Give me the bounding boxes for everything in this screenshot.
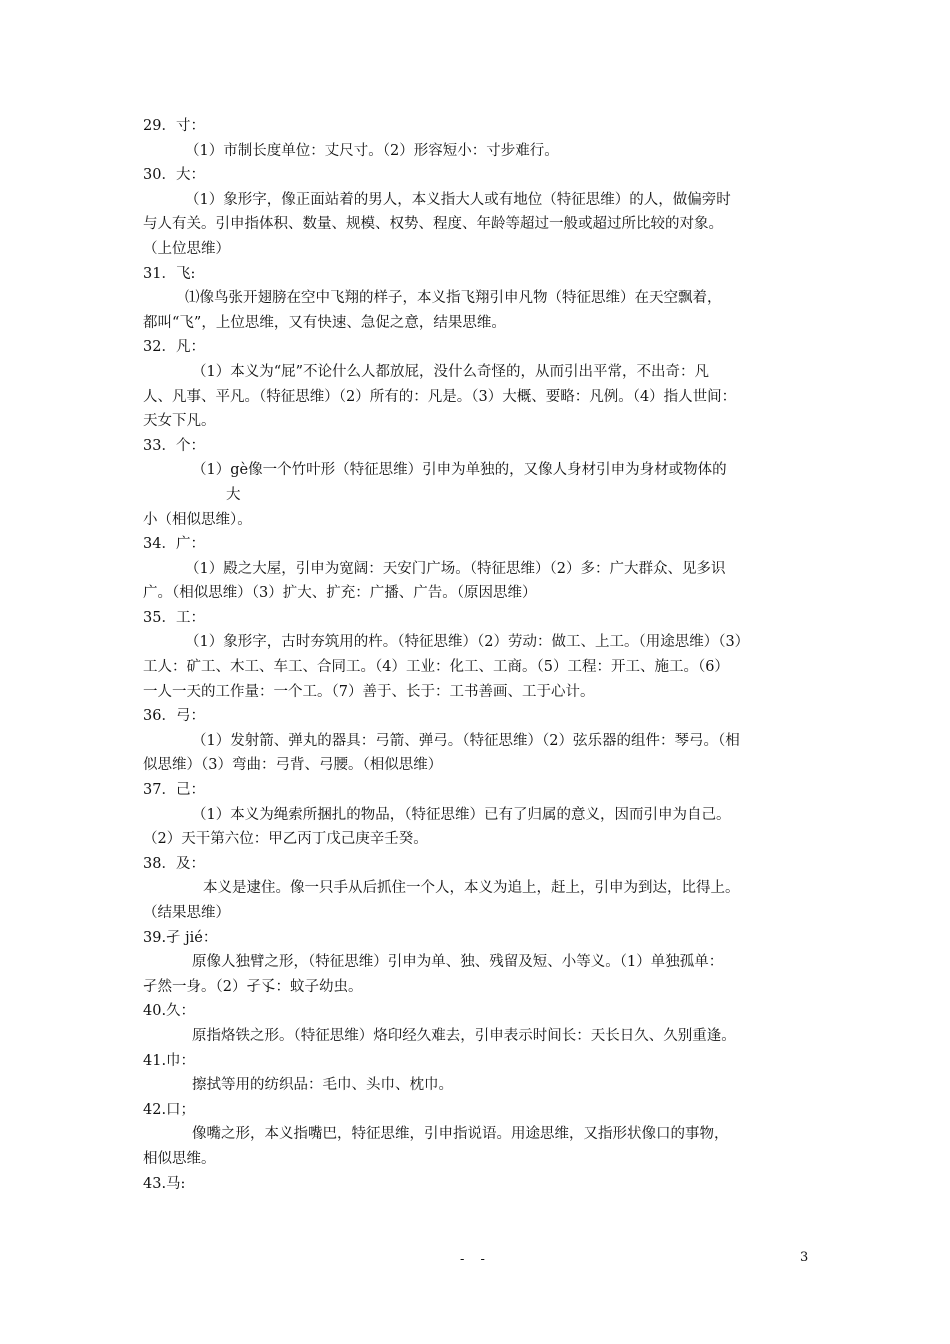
text-line: （2）天干第六位：甲乙丙丁戊己庚辛壬癸。 (143, 831, 428, 848)
entry-heading: 37．己： (143, 782, 205, 799)
page-number: 3 (800, 1250, 809, 1265)
text-line: 孑然一身。（2）孑孓：蚊子幼虫。 (143, 978, 363, 995)
text-line: 一人一天的工作量：一个工。（7）善于、长于：工书善画、工于心计。 (143, 683, 595, 700)
entry-heading: 33．个： (143, 437, 205, 454)
text-line: （1）象形字，像正面站着的男人，本义指大人或有地位（特征思维）的人，做偏旁时 (185, 191, 731, 208)
entry-heading: 41.巾： (143, 1052, 196, 1069)
entry-heading: 31．飞: (143, 265, 196, 282)
text-line: 大 (226, 486, 241, 503)
text-line: （上位思维） (143, 240, 230, 257)
text-line: （1）殿之大屋，引申为宽阔：天安门广场。（特征思维）（2）多：广大群众、见多识 (185, 560, 726, 577)
entry-heading: 38．及： (143, 855, 205, 872)
entry-heading: 29．寸： (143, 118, 205, 134)
text-line: （1）本义为绳索所捆扎的物品，（特征思维）已有了归属的意义，因而引申为自己。 (192, 806, 731, 823)
text-line: 人、凡事、平凡。（特征思维）（2）所有的：凡是。（3）大概、要略：凡例。（4）指人世间： (143, 388, 737, 405)
entry-heading: 34．广： (143, 536, 205, 553)
text-line: 小（相似思维）。 (143, 511, 252, 528)
entry-heading: 32．凡： (143, 339, 205, 356)
text-line: 工人：矿工、木工、车工、合同工。（4）工业：化工、工商。（5）工程：开工、施工。（6） (143, 659, 729, 676)
entry-heading: 30．大： (143, 167, 205, 184)
text-line: （1）发射箭、弹丸的器具：弓箭、弹弓。（特征思维）（2）弦乐器的组件：琴弓。（相 (192, 732, 740, 749)
text-line: 与人有关。引申指体积、数量、规模、权势、程度、年龄等超过一般或超过所比较的对象。 (143, 216, 723, 233)
text-line: 擦拭等用的纺织品：毛巾、头巾、枕巾。 (192, 1077, 453, 1094)
footer-dashes: - - (460, 1252, 491, 1267)
text-line: 相似思维。 (143, 1150, 216, 1167)
text-line: 像嘴之形，本义指嘴巴，特征思维，引申指说语。用途思维，又指形状像口的事物， (192, 1126, 729, 1143)
text-line: （结果思维） (143, 905, 230, 921)
text-line: （1）gè像一个竹叶形（特征思维）引申为单独的，又像人身材引申为身材或物体的 (192, 462, 727, 479)
text-line: （1）市制长度单位：丈尺寸。（2）形容短小：寸步难行。 (185, 142, 559, 159)
entry-heading: 42.口； (143, 1101, 196, 1118)
page-content (143, 114, 813, 1196)
text-line: 原像人独臂之形，（特征思维）引申为单、独、残留及短、小等义。（1）单独孤单： (192, 954, 724, 971)
text-line: 天女下凡。 (143, 413, 216, 430)
text-line: ⑴像鸟张开翅膀在空中飞翔的样子，本义指飞翔引申凡物（特征思维）在天空飘着， (185, 290, 722, 307)
text-line: 都叫“飞”，上位思维，又有快速、急促之意，结果思维。 (143, 314, 506, 331)
entry-heading: 36．弓： (143, 708, 205, 725)
text-line: 广。（相似思维）（3）扩大、扩充：广播、广告。（原因思维） (143, 585, 537, 602)
text-line: 本义是逮住。像一只手从后抓住一个人，本义为追上，赶上，引申为到达，比得上。 (203, 880, 740, 897)
entry-heading: 39.孑 jié： (143, 929, 218, 946)
entry-heading: 35．工： (143, 609, 205, 626)
text-line: （1）本义为“屁”不论什么人都放屁，没什么奇怪的，从而引出平常，不出奇：凡 (192, 363, 710, 380)
entry-heading: 43.马: (143, 1175, 186, 1192)
text-line: 似思维）（3）弯曲：弓背、弓腰。（相似思维） (143, 757, 443, 774)
text-line: 原指烙铁之形。（特征思维）烙印经久难去，引申表示时间长：天长日久、久别重逢。 (192, 1027, 736, 1044)
entry-heading: 40.久： (143, 1003, 196, 1020)
text-line: （1）象形字，古时夯筑用的杵。（特征思维）（2）劳动：做工、上工。（用途思维）（3） (185, 634, 750, 651)
